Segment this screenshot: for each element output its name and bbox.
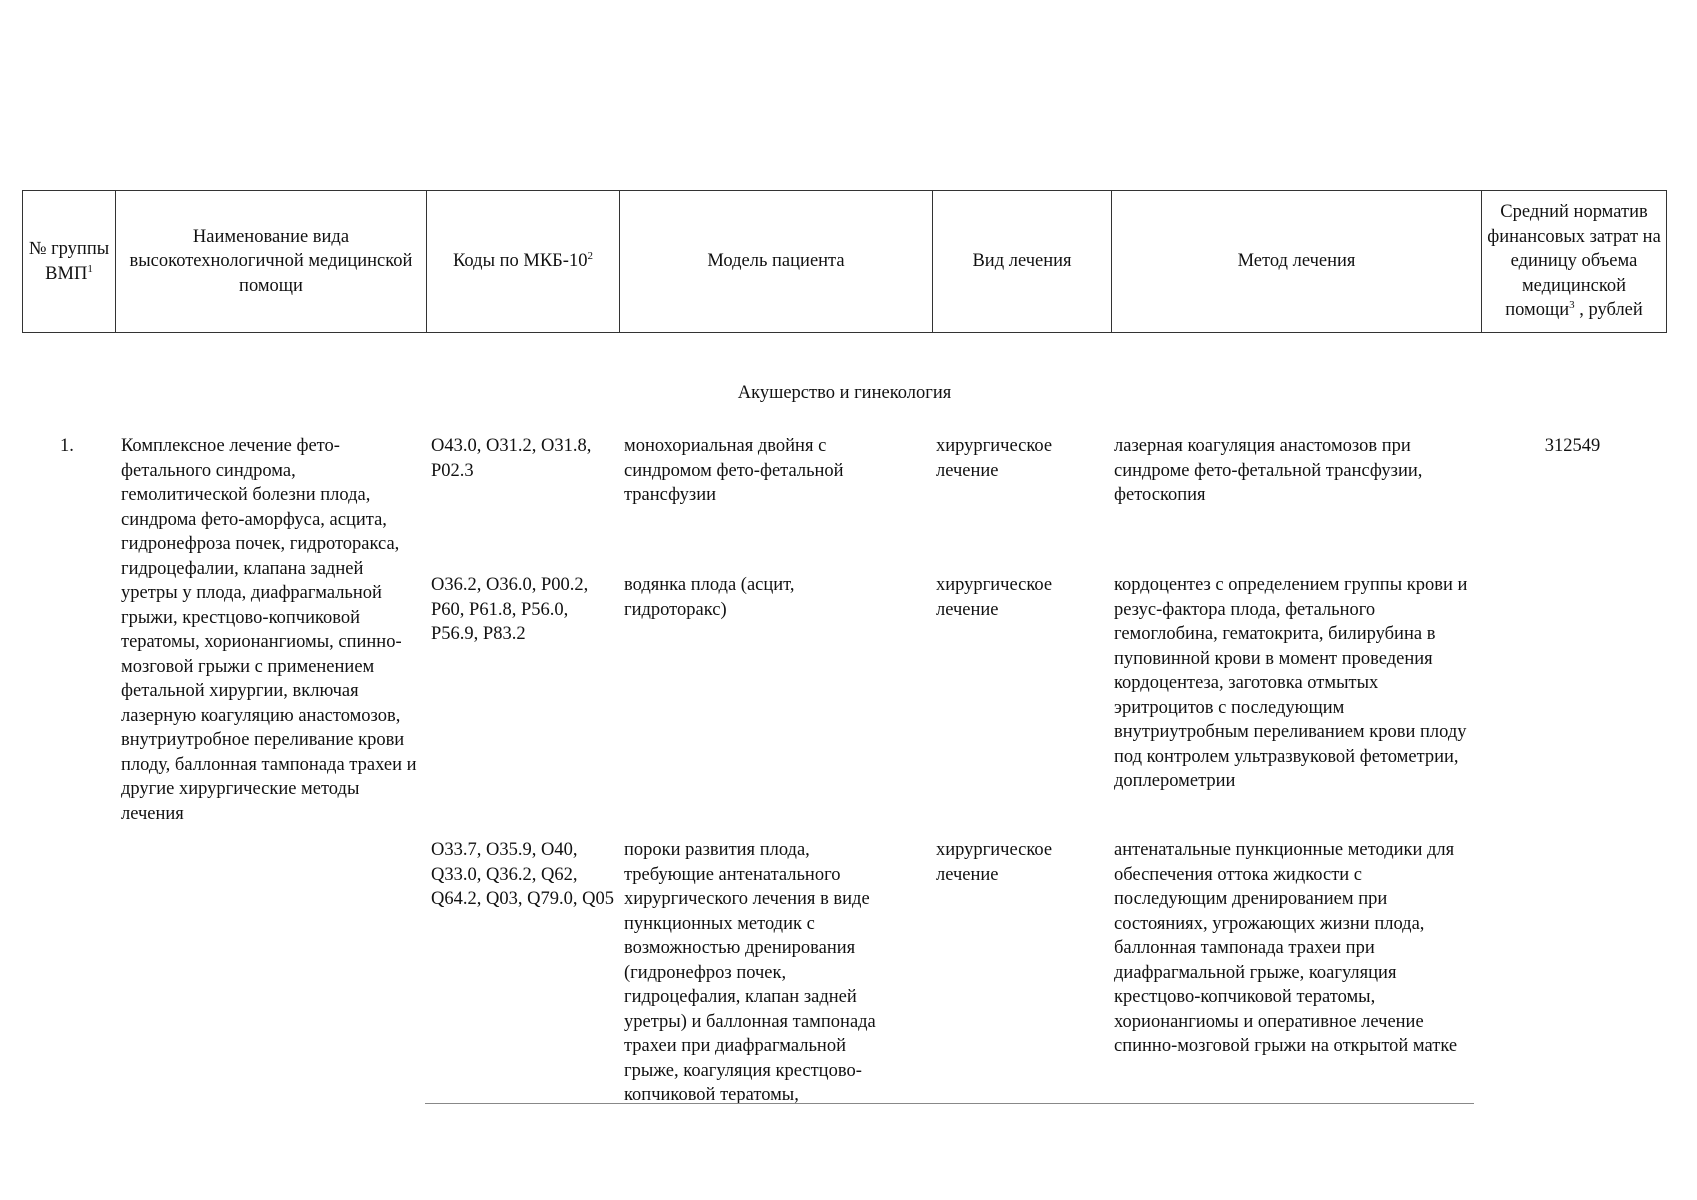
footnote-2-marker: 2 (587, 250, 593, 263)
header-col7-text: Средний норматив финансовых затрат на единицу объема медицинской помощи (1487, 202, 1661, 321)
header-col-vmp-name (115, 191, 426, 332)
header-col5-text: Вид лечения (972, 251, 1072, 272)
row-3-treatment-method: антенатальные пункционные методики для обеспечения оттока жидкости с последующим дренированием при состояниях, угрожающих жизни плода, баллонная тампонада трахеи при диафрагмальной грыже, коагуляция крестцово-копчиковой тератомы, хорионангиомы и оперативное лечение спинно-мозговой грыжи на открытой матке (1114, 840, 1458, 1056)
row-1-patient-model: монохориальная двойня с синдромом фето-фетальной трансфузии (624, 436, 844, 505)
row-2-treatment-method: кордоцентез с определением группы крови и резус-фактора плода, фетального гемоглобина, гематокрита, билирубина в пуповинной крови в момент проведения кордоцентеза, заготовка отмытых эритроцитов с последующим внутриутробным переливанием крови плоду под контролем ультразвуковой фетометрии, доплерометрии (1114, 575, 1468, 791)
row-2-treatment-type: хирургическое лечение (936, 575, 1053, 620)
header-col7-tail: , рублей (1574, 300, 1643, 321)
header-col-cost (1481, 191, 1666, 332)
row-divider (425, 1103, 1474, 1104)
row-3-treatment-type: хирургическое лечение (936, 840, 1053, 885)
group-number: 1. (60, 436, 74, 456)
vmp-name: Комплексное лечение фето-фетального синдрома, гемолитической болезни плода, синдрома фето-аморфуса, асцита, гидронефроза почек, гидроторакса, гидроцефалии, клапана задней уретры у плода, диафрагмальной грыжи, крестцово-копчиковой тератомы, хорионангиомы, спинно-мозговой грыжи с применением фетальной хирургии, включая лазерную коагуляцию анастомозов, внутриутробное переливание крови плоду, баллонная тампонада трахеи и другие хирургические методы лечения (121, 436, 417, 824)
footnote-1-marker: 1 (87, 262, 93, 275)
row-2-codes: O36.2, O36.0, P00.2, P60, P61.8, P56.0, P56.9, P83.2 (431, 575, 589, 644)
row-2-patient-model: водянка плода (асцит, гидроторакс) (624, 575, 795, 620)
header-col-icd-codes (426, 191, 619, 332)
row-1-treatment-type: хирургическое лечение (936, 436, 1053, 481)
table-header (22, 190, 1667, 333)
row-1-treatment-method: лазерная коагуляция анастомозов при синдроме фето-фетальной трансфузии, фетоскопия (1114, 436, 1423, 505)
header-col4-text: Модель пациента (707, 251, 845, 272)
row-1-codes: O43.0, O31.2, O31.8, P02.3 (431, 436, 592, 481)
header-col-treatment-type (932, 191, 1111, 332)
header-col1-text: № группы ВМП (28, 239, 110, 284)
header-col6-text: Метод лечения (1237, 251, 1356, 272)
footnote-3-marker: 3 (1569, 299, 1575, 312)
header-col2-text: Наименование вида высокотехнологичной медицинской помощи (129, 226, 413, 296)
header-col-patient-model (619, 191, 932, 332)
header-col3-text: Коды по МКБ-10 (453, 251, 588, 272)
row-3-patient-model: пороки развития плода, требующие антенатального хирургического лечения в виде пункционных методик с возможностью дренирования (гидронефроз почек, гидроцефалия, клапан задней уретры) и баллонная тампонада трахеи при диафрагмальной грыже, коагуляция крестцово-копчиковой тератомы, (624, 840, 876, 1105)
row-3-codes: O33.7, O35.9, O40, Q33.0, Q36.2, Q62, Q64.2, Q03, Q79.0, Q05 (431, 840, 614, 909)
header-col-treatment-method (1111, 191, 1481, 332)
cost-value: 312549 (1544, 436, 1601, 456)
section-title: Акушерство и гинекология (737, 383, 952, 403)
header-col-group-number (23, 191, 115, 332)
